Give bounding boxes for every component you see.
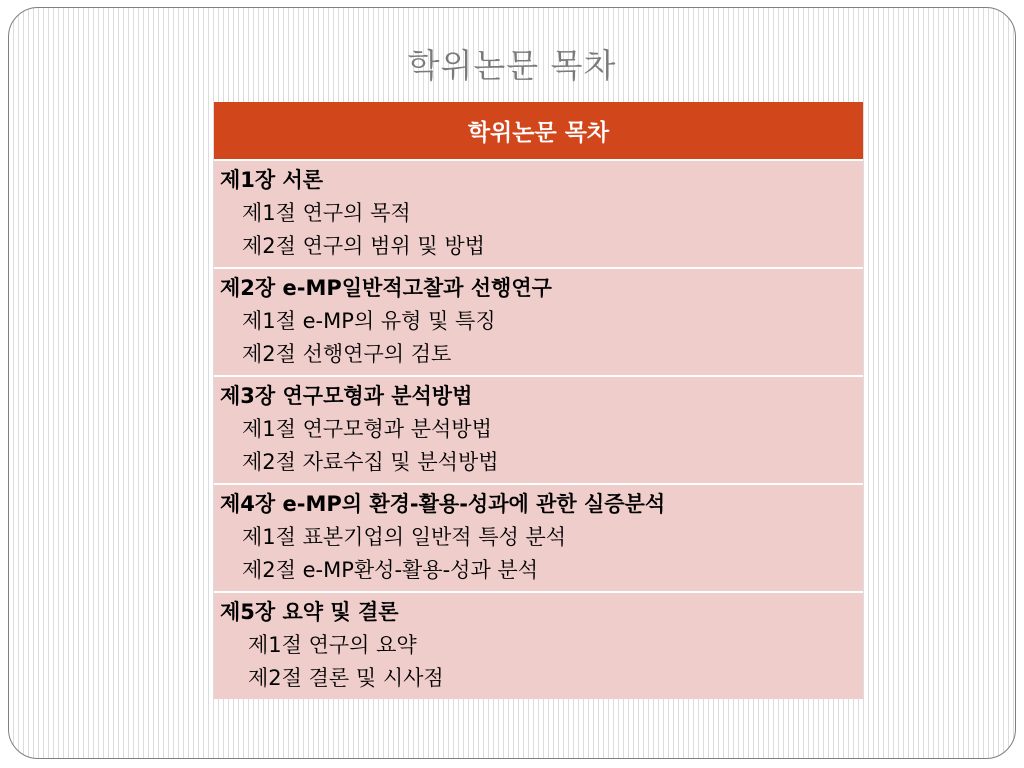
section-item: 제2절 자료수집 및 분석방법 <box>242 450 499 474</box>
toc-chapter-row <box>214 485 863 593</box>
toc-chapter-row <box>214 593 863 699</box>
chapter-title: 제2장 e-MP일반적고찰과 선행연구 <box>220 276 552 300</box>
toc-header-row <box>214 102 863 161</box>
toc-chapter-cell <box>214 377 863 485</box>
toc-table <box>214 102 863 699</box>
section-item: 제2절 선행연구의 검토 <box>242 342 452 366</box>
toc-chapter-cell <box>214 485 863 593</box>
toc-chapter-cell <box>214 593 863 699</box>
chapter-title: 제5장 요약 및 결론 <box>220 600 399 624</box>
section-item: 제1절 연구의 목적 <box>242 201 411 225</box>
toc-chapter-row <box>214 377 863 485</box>
slide <box>8 7 1016 759</box>
chapter-title: 제4장 e-MP의 환경-활용-성과에 관한 실증분석 <box>220 492 666 516</box>
chapter-title: 제3장 연구모형과 분석방법 <box>220 384 473 408</box>
section-item: 제2절 e-MP환성-활용-성과 분석 <box>242 558 539 582</box>
section-item: 제2절 결론 및 시사점 <box>248 666 444 690</box>
section-item: 제1절 연구의 요약 <box>248 633 417 657</box>
toc-header: 학위논문 목차 <box>214 102 863 161</box>
toc-chapter-cell <box>214 161 863 269</box>
section-item: 제1절 연구모형과 분석방법 <box>242 417 492 441</box>
toc-chapter-cell <box>214 269 863 377</box>
toc-chapter-row <box>214 161 863 269</box>
section-item: 제1절 e-MP의 유형 및 특징 <box>242 309 496 333</box>
toc-chapter-row <box>214 269 863 377</box>
slide-title: 학위논문 목차 <box>407 46 617 85</box>
section-item: 제1절 표본기업의 일반적 특성 분석 <box>242 525 567 549</box>
section-item: 제2절 연구의 범위 및 방법 <box>242 234 485 258</box>
chapter-title: 제1장 서론 <box>220 168 324 192</box>
